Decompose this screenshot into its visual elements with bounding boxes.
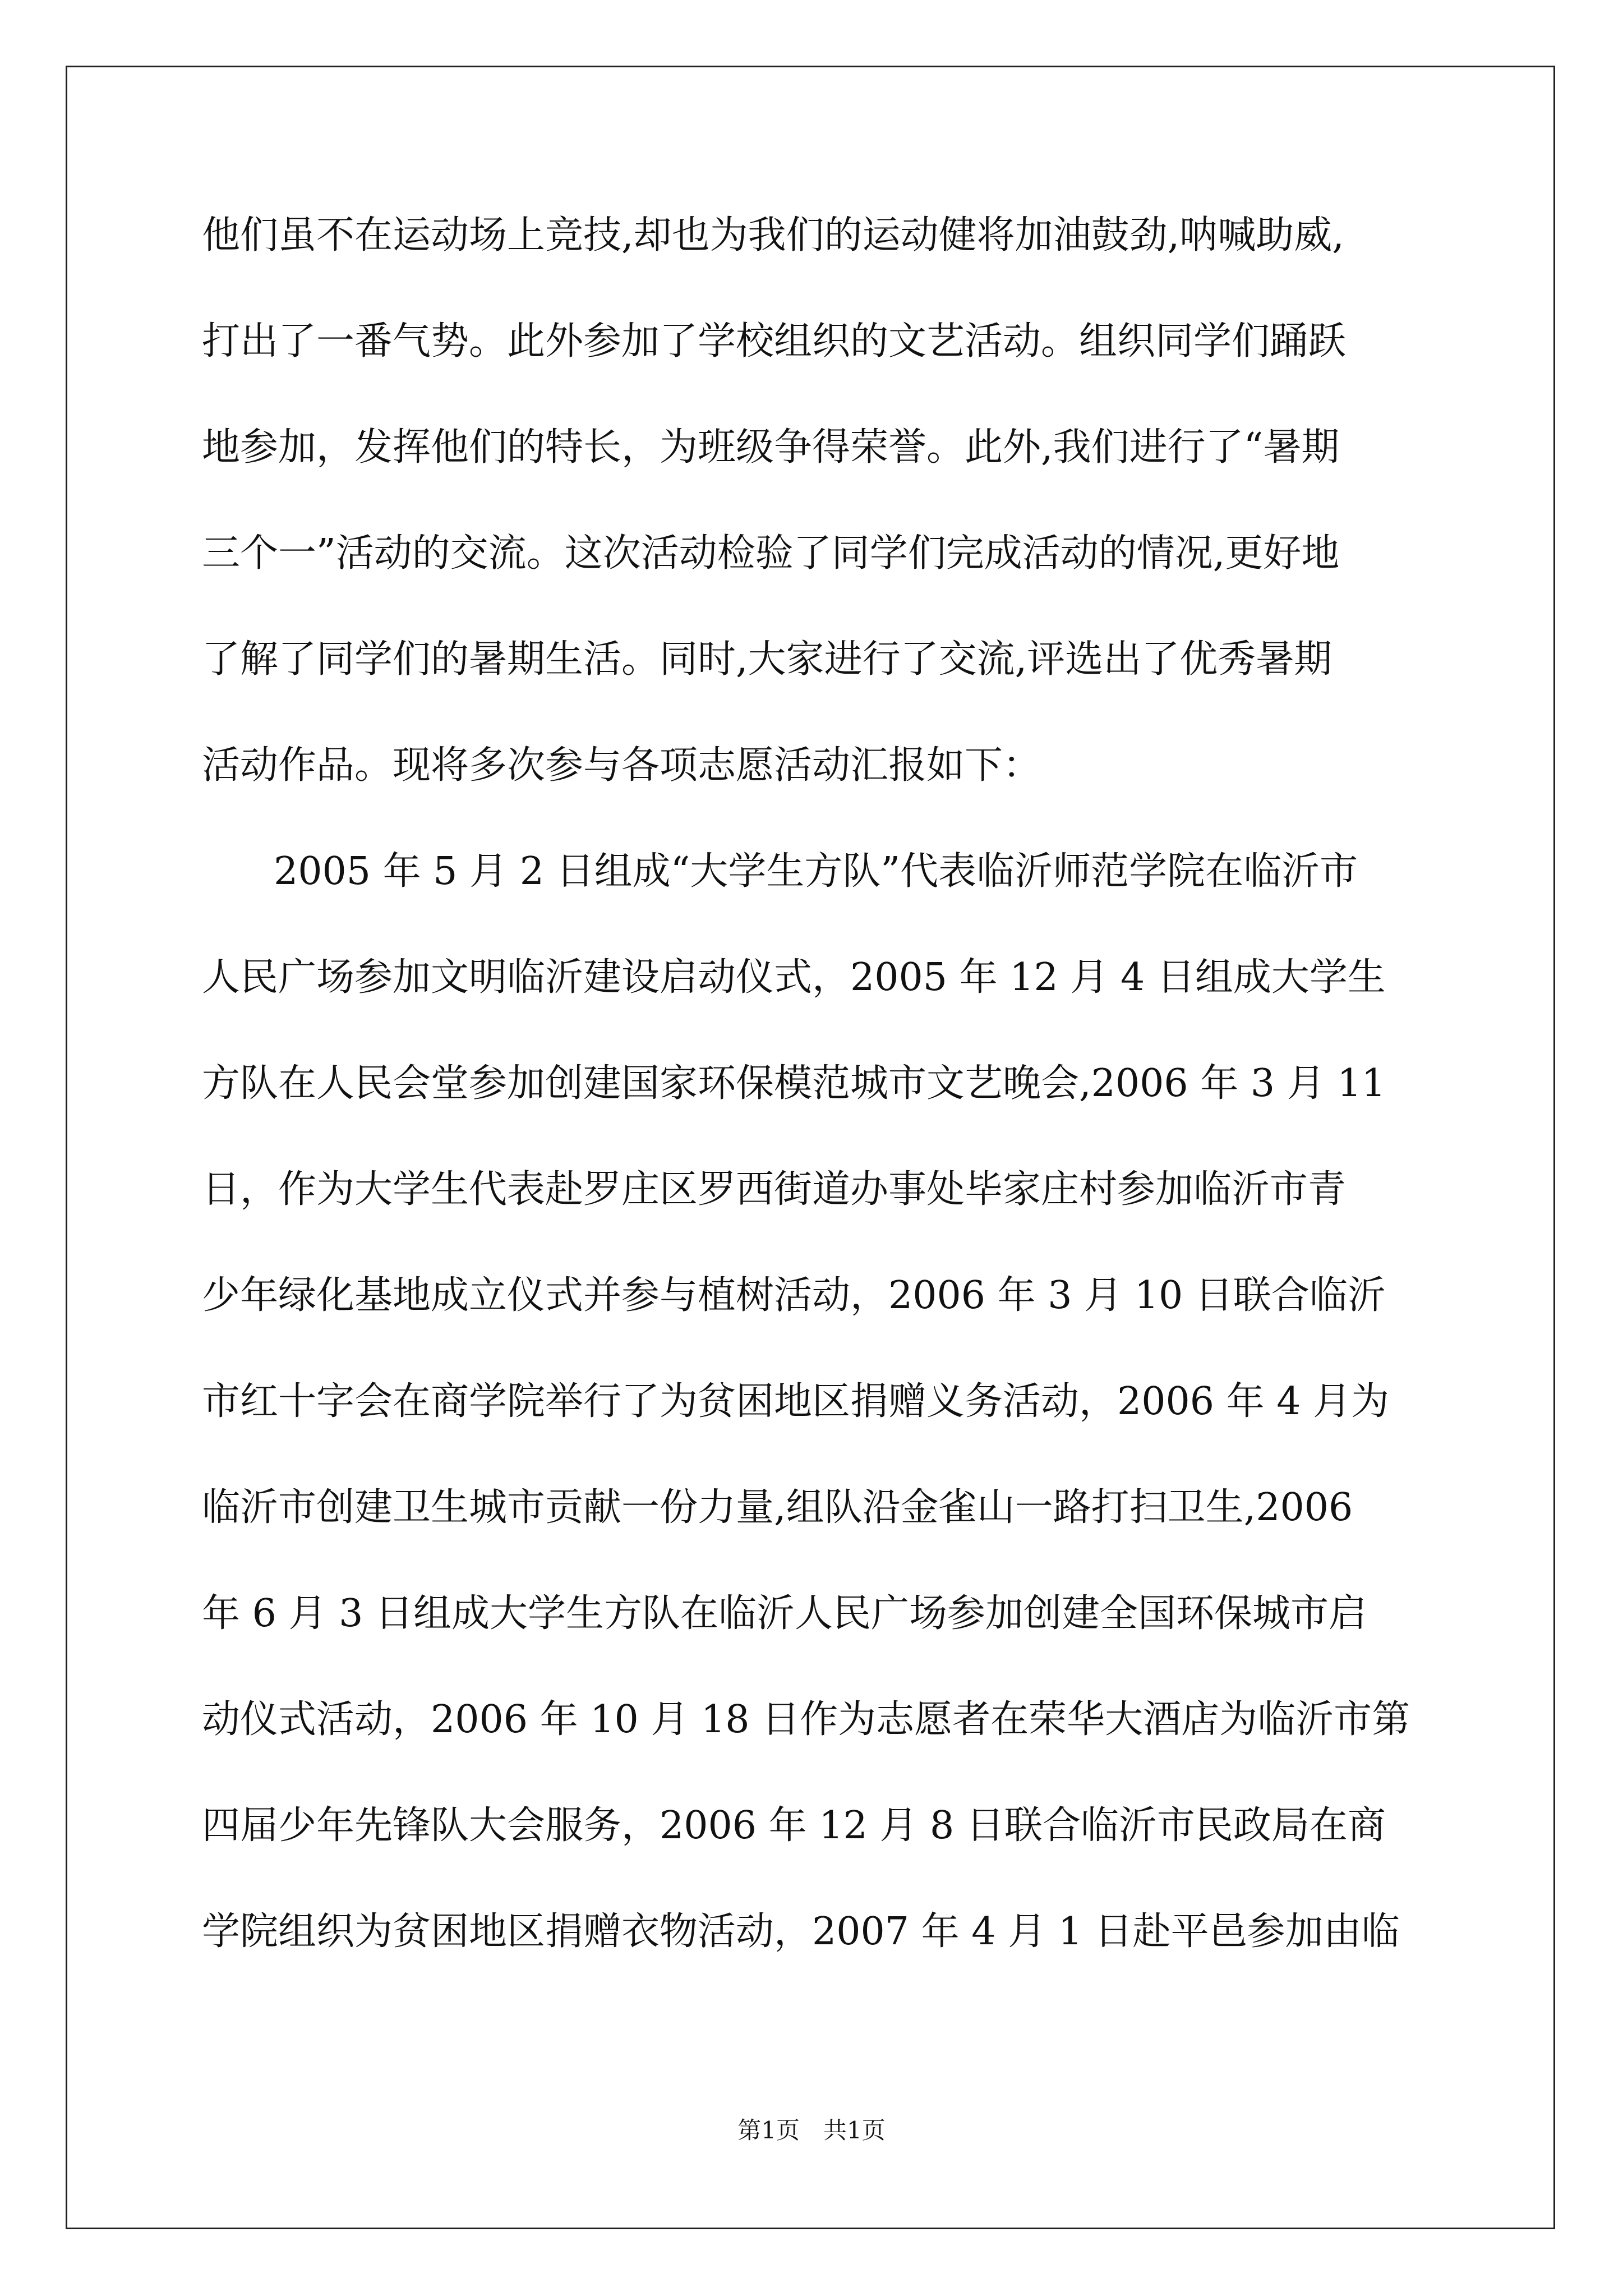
text-line: 市红十字会在商学院举行了为贫困地区捐赠义务活动，2006 年 4 月为 [202, 1379, 1390, 1424]
text-line: 他们虽不在运动场上竞技,却也为我们的运动健将加油鼓劲,呐喊助威, [202, 213, 1344, 257]
text-line: 日，作为大学生代表赴罗庄区罗西街道办事处毕家庄村参加临沂市青 [202, 1167, 1347, 1212]
text-line: 年 6 月 3 日组成大学生方队在临沂人民广场参加创建全国环保城市启 [202, 1591, 1367, 1636]
text-line: 方队在人民会堂参加创建国家环保模范城市文艺晚会,2006 年 3 月 11 [202, 1061, 1386, 1106]
text-line: 打出了一番气势。此外参加了学校组织的文艺活动。组织同学们踊跃 [202, 319, 1347, 364]
text-line-indented: 2005 年 5 月 2 日组成“大学生方队”代表临沂师范学院在临沂市 [274, 849, 1358, 894]
text-line: 了解了同学们的暑期生活。同时,大家进行了交流,评选出了优秀暑期 [202, 637, 1332, 682]
text-line: 四届少年先锋队大会服务，2006 年 12 月 8 日联合临沂市民政局在商 [202, 1803, 1386, 1848]
body-text [202, 202, 1436, 2004]
text-line: 人民广场参加文明临沂建设启动仪式，2005 年 12 月 4 日组成大学生 [202, 955, 1386, 1000]
text-line: 活动作品。现将多次参与各项志愿活动汇报如下： [202, 743, 1041, 788]
page-number-footer: 第1页 共1页 [737, 2116, 886, 2144]
text-line: 三个一”活动的交流。这次活动检验了同学们完成活动的情况,更好地 [202, 531, 1340, 576]
text-line: 地参加，发挥他们的特长，为班级争得荣誉。此外,我们进行了“暑期 [202, 425, 1340, 470]
text-line: 学院组织为贫困地区捐赠衣物活动，2007 年 4 月 1 日赴平邑参加由临 [202, 1910, 1400, 1954]
text-line: 少年绿化基地成立仪式并参与植树活动，2006 年 3 月 10 日联合临沂 [202, 1273, 1386, 1318]
text-line: 动仪式活动，2006 年 10 月 18 日作为志愿者在荣华大酒店为临沂市第 [202, 1697, 1410, 1742]
text-line: 临沂市创建卫生城市贡献一份力量,组队沿金雀山一路打扫卫生,2006 [202, 1485, 1353, 1530]
